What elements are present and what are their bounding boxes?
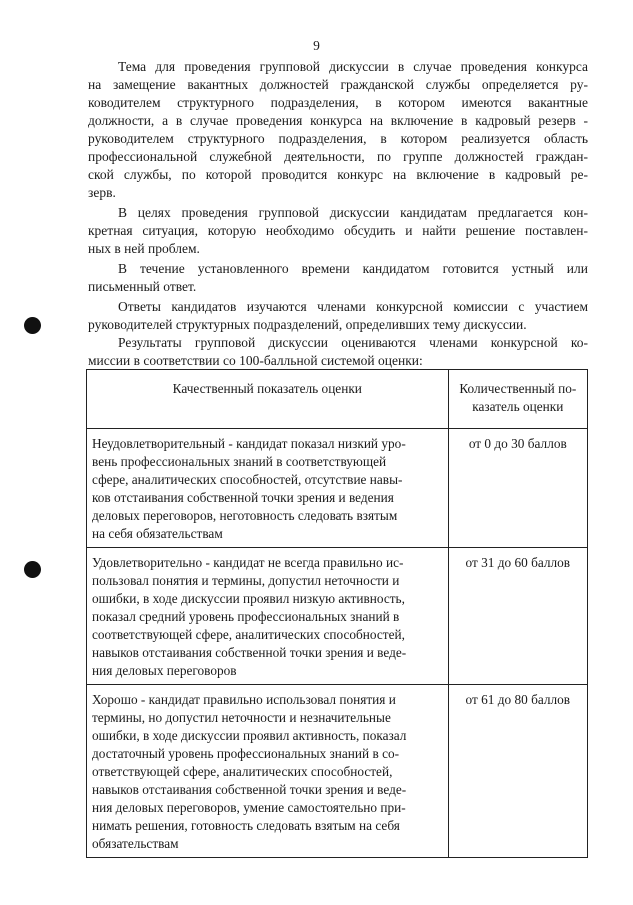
paragraph-line: на замещение вакантных должностей гражданской службы определяется ру-: [88, 77, 588, 92]
paragraph-line: Тема для проведения групповой дискуссии в случае проведения конкурса: [118, 59, 588, 74]
paragraph-line: Ответы кандидатов изучаются членами конкурсной комиссии с участием: [118, 299, 588, 314]
row-description-line: сфере, аналитических способностей, отсутствие навы-: [92, 472, 403, 487]
table-row: [87, 429, 588, 548]
row-description-line: показал средний уровень профессиональных знаний в: [92, 609, 400, 624]
row-description-line: навыков отстаивания собственной точки зрения и веде-: [92, 645, 407, 660]
row-description-line: вень профессиональных знаний в соответствующей: [92, 454, 387, 469]
table-row: [87, 685, 588, 858]
row-description-line: Удовлетворительно - кандидат не всегда правильно ис-: [92, 555, 404, 570]
row-description-line: ков отстаивания собственной точки зрения и ведения: [92, 490, 394, 505]
paragraph-line: профессиональной служебной деятельности, по группе должностей граждан-: [88, 149, 588, 164]
header-quantitative: [448, 370, 587, 429]
row-description-line: ния деловых переговоров, умение самостоятельно при-: [92, 800, 406, 815]
row-description-line: соответствующей сфере, аналитических способностей,: [92, 627, 405, 642]
row-description-line: Хорошо - кандидат правильно использовал понятия и: [92, 692, 396, 707]
row-score-cell: от 0 до 30 баллов: [448, 429, 587, 548]
body-text: [88, 58, 588, 370]
paragraph-line: руководителей структурных подразделений, определивших тему дискуссии.: [88, 317, 527, 332]
row-score-cell: от 31 до 60 баллов: [448, 548, 587, 685]
paragraph-line: руководителем структурного подразделения, в котором реализуется область: [88, 131, 588, 146]
row-description-line: пользовал понятия и термины, допустил неточности и: [92, 573, 400, 588]
score-table: [86, 369, 588, 858]
binder-hole-top: [24, 317, 41, 334]
paragraph-line: ской службы, по которой проводится конкурс на включение в кадровый ре-: [88, 167, 588, 182]
paragraph-line: Результаты групповой дискуссии оцениваются членами конкурсной ко-: [118, 335, 588, 350]
header-quantitative-line: казатель оценки: [472, 399, 564, 414]
paragraph-line: ководителем структурного подразделения, в котором имеются вакантные: [88, 95, 588, 110]
paragraph-line: В целях проведения групповой дискуссии кандидатам предлагается кон-: [118, 205, 588, 220]
paragraph-line: миссии в соответствии со 100-балльной системой оценки:: [88, 353, 423, 368]
paragraph-line: кретная ситуация, которую необходимо обсудить и найти решение поставлен-: [88, 223, 588, 238]
row-score-cell: от 61 до 80 баллов: [448, 685, 587, 858]
paragraph-line: ных в ней проблем.: [88, 241, 200, 256]
row-description-line: обязательствам: [92, 836, 179, 851]
paragraph-line: зерв.: [88, 185, 116, 200]
row-description-line: ответствующей сфере, аналитических способностей,: [92, 764, 393, 779]
row-description-line: ошибки, в ходе дискуссии проявил низкую активность,: [92, 591, 405, 606]
header-quantitative-line: Количественный по-: [459, 381, 577, 396]
row-description-line: Неудовлетворительный - кандидат показал низкий уро-: [92, 436, 406, 451]
row-description-cell: [87, 685, 449, 858]
table-row: [87, 548, 588, 685]
binder-hole-bottom: [24, 561, 41, 578]
row-description-line: термины, но допустил неточности и незначительные: [92, 710, 391, 725]
header-qualitative: Качественный показатель оценки: [87, 370, 449, 429]
row-description-cell: [87, 548, 449, 685]
paragraph-line: В течение установленного времени кандидатом готовится устный или: [118, 261, 588, 276]
row-description-line: навыков отстаивания собственной точки зрения и веде-: [92, 782, 407, 797]
paragraph-line: письменный ответ.: [88, 279, 197, 294]
row-description-line: нимать решения, готовность следовать взятым на себя: [92, 818, 400, 833]
paragraph-line: должности, а в случае проведения конкурса на включение в кадровый резерв -: [88, 113, 588, 128]
page-number: 9: [313, 38, 320, 53]
row-description-cell: [87, 429, 449, 548]
table-header-row: [87, 370, 588, 429]
row-description-line: ошибки, в ходе дискуссии проявил активность, показал: [92, 728, 407, 743]
row-description-line: деловых переговоров, неготовность следовать взятым: [92, 508, 398, 523]
row-description-line: ния деловых переговоров: [92, 663, 237, 678]
row-description-line: достаточный уровень профессиональных знаний в со-: [92, 746, 400, 761]
row-description-line: на себя обязательствам: [92, 526, 223, 541]
